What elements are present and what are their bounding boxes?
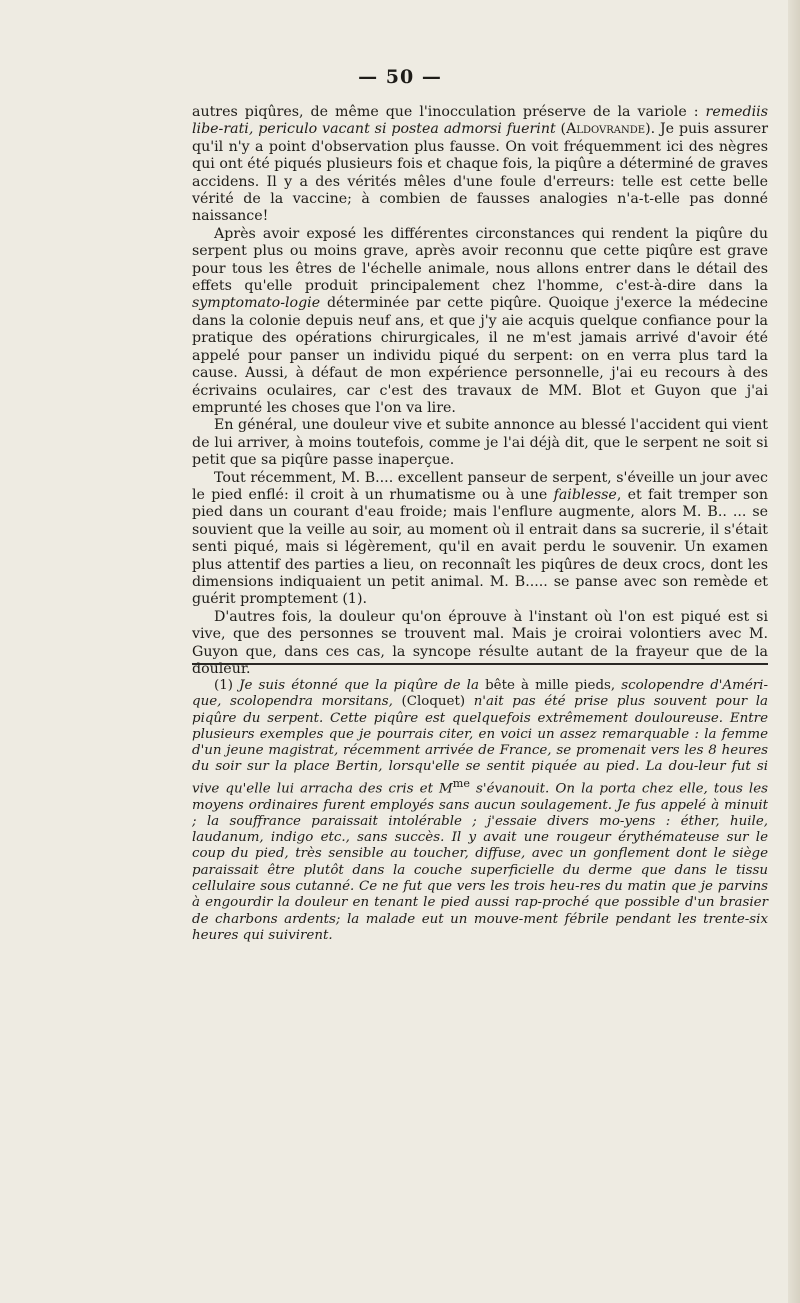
text-run: scolopendre d'Améri-que, scolopendra morsitans, [192,678,768,710]
main-text [192,104,768,678]
text-run: ). Je puis assurer qu'il n'y a point d'observation plus fausse. On voit fréquemment ici des nègres qui ont été piqués plusieurs fois et chaque fois, la piqûre a déterminé de graves accidens. Il y a des vérités mêles d'une foule d'erreurs: telle est cette belle vérité de la vaccine; à combien de fausses analogies n'a-t-elle pas donné naissance! [192,121,768,225]
paragraph-3 [192,417,768,469]
footnote-marker: (1) [214,678,240,693]
paragraph-2 [192,226,768,417]
footnote [192,678,768,944]
footnote-paragraph [192,678,768,944]
page-number: — 50 — [358,66,442,88]
superscript: me [452,776,470,790]
paragraph-1 [192,104,768,226]
text-run: autres piqûres, de même que l'inocculation préserve de la variole : [192,104,706,120]
italic-term: symptomato-logie [192,295,321,312]
text-run: En général, une douleur vive et subite annonce au blessé l'accident qui vient de lui arriver, à moins toutefois, comme je l'ai déjà dit, que le serpent ne soit si petit que sa piqûre passe inaperçue. [192,417,768,469]
page-edge [788,0,800,1303]
text-run: Tout récemment, M. B.... excellent panseur de serpent, s'éveille un jour avec le pied enflé: il croit à un rhumatisme ou à une [192,469,768,503]
text-run: déterminée par cette piqûre. Quoique j'exerce la médecine dans la colonie depuis neuf ans, et que j'y aie acquis quelque confiance pour la pratique des opérations chirurgicales, il ne m'est jamais arrivé d'avoir été appelé pour panser un individu piqué du serpent: on en verra plus tard la cause. Aussi, à défaut de mon expérience personnelle, j'ai eu recours à des écrivains oculaires, car c'est des travaux de MM. Blot et Guyon que j'ai emprunté les choses que l'on va lire. [192,295,768,416]
latin-quote: remediis libe-rati, periculo vacant si postea admorsi fuerint [192,104,768,138]
paragraph-4 [192,470,768,609]
text-run: Je suis étonné que la piqûre de la [239,678,479,693]
italic-term: faiblesse [553,486,617,503]
text-run: s'évanouit. On la porta chez elle, tous les moyens ordinaires furent employés sans aucun soulagement. Je fus appelé à minuit ; la souffrance paraissait intolérable ; j'essaie divers mo-yens : éther, huile, laudanum, indigo etc., sans succès. Il y avait une rougeur érythémateuse sur le coup du pied, très sensible au toucher, diffuse, avec un gonflement dont le siège paraissait être plutôt dans la couche superficielle du derme que dans le tissu cellulaire sous cutanné. Ce ne fut que vers les trois heu-res du matin que je parvins à engourdir la douleur en tenant le pied aussi rap-proché que possible d'un brasier de charbons ardents; la malade eut un mouve-ment fébrile pendant les trente-six heures qui suivirent. [192,781,768,943]
text-run: bête à mille pieds, [478,678,622,693]
text-run: Après avoir exposé les différentes circonstances qui rendent la piqûre du serpent plus ou moins grave, après avoir reconnu que cette piqûre est grave pour tous les êtres de l'échelle animale, nous allons entrer dans le détail des effets qu'elle produit principalement chez l'homme, c'est-à-dire dans la [192,225,768,295]
footnote-divider [192,663,768,665]
text-run: , et fait tremper son pied dans un courant d'eau froide; mais l'enflure augmente, alors M. B.. ... se souvient que la veille au soir, au moment où il entrait dans sa sucrerie, il s'était senti piqué, mais si légèrement, qu'il en avait perdu le souvenir. Un examen plus attentif des parties a lieu, on reconnaît les piqûres de deux crocs, dont les dimensions indiquaient un petit animal. M. B..... se panse avec son remède et guérit promptement (1). [192,486,768,608]
author-name: Aldovrande [566,121,646,138]
text-run: ( [555,121,567,138]
text-run: n'ait pas été prise plus souvent pour la piqûre du serpent. Cette piqûre est quelquefois extrêmement douloureuse. Entre plusieurs exemples que je pourrais citer, en voici un assez remarquable : la femme d'un jeune magistrat, récemment arrivée de France, se promenait vers les 8 heures du soir sur la place Bertin, lorsqu'elle se sentit piquée au pied. La dou-leur fut si vive qu'elle lui arracha des cris et M [192,694,768,797]
text-run: D'autres fois, la douleur qu'on éprouve à l'instant où l'on est piqué est si vive, que des personnes se trouvent mal. Mais je croirai volontiers avec M. Guyon que, dans ces cas, la syncope résulte autant de la frayeur que de la douleur. [192,608,768,677]
text-run: (Cloquet) [392,694,474,710]
paragraph-5 [192,609,768,679]
